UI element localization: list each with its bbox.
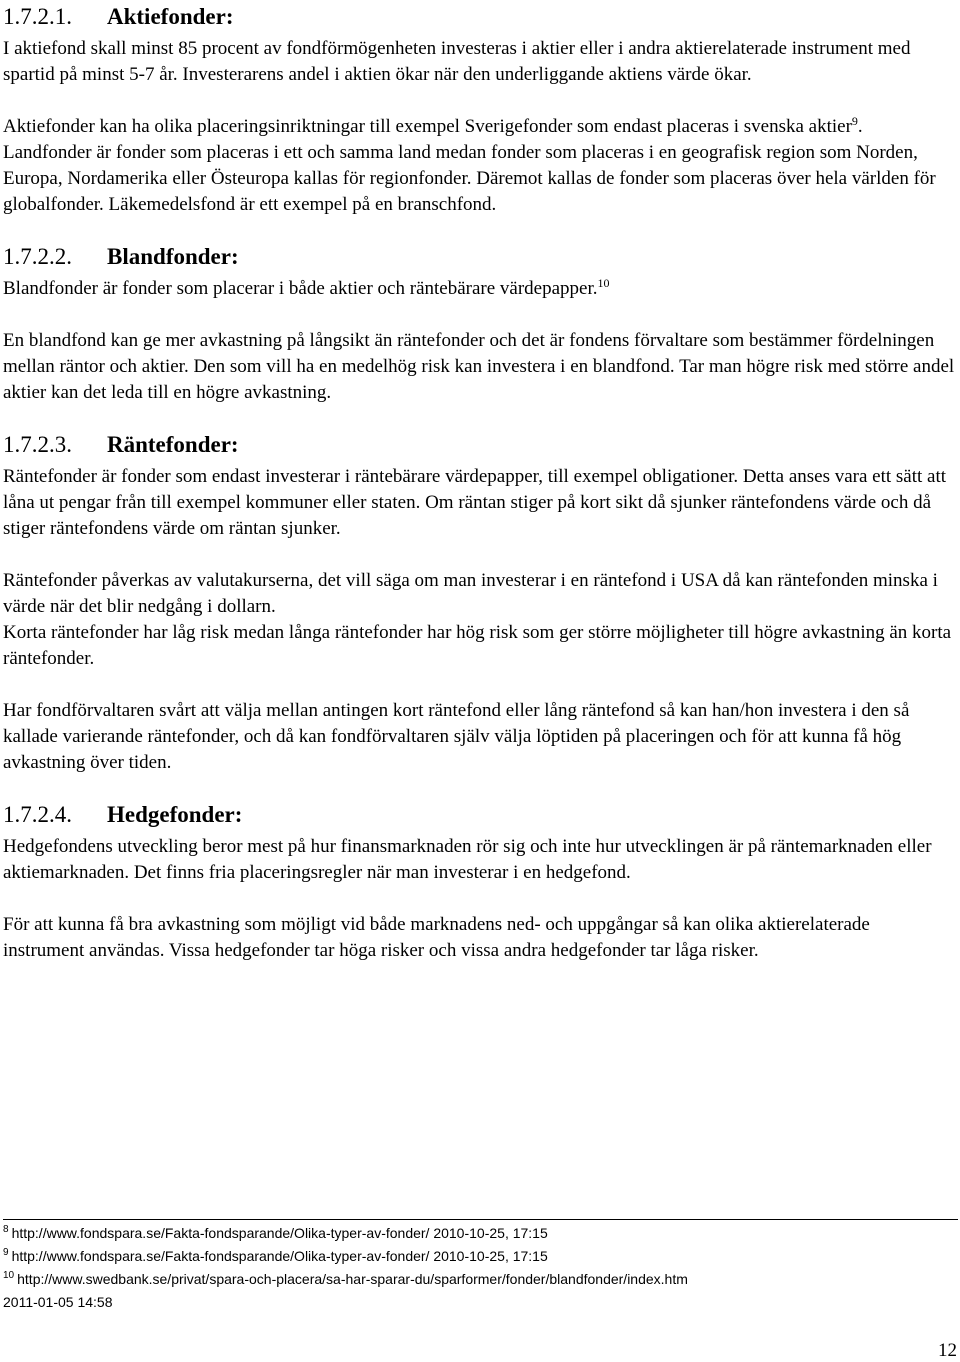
paragraph: Korta räntefonder har låg risk medan långa räntefonder har hög risk som ger större möjligheter till högre avkastning än korta räntefonder. [3, 622, 952, 669]
footnote-item: $^9$ http://www.fondspara.se/Fakta-fondsparande/Olika-typer-av-fonder/ 2010-10-25, 17:15 [3, 1247, 548, 1264]
footnote-ref[interactable]: 9 [851, 114, 858, 128]
section-number: 1.7.2.2. [3, 244, 72, 269]
main-text [3, 4, 955, 964]
paragraph: Räntefonder påverkas av valutakurserna, det vill säga om man investerar i en räntefond i USA då kan räntefonden minska i värde när det blir nedgång i dollarn. [3, 570, 938, 617]
paragraph: En blandfond kan ge mer avkastning på långsikt än räntefonder och det är fondens förvaltare som bestämmer fördelningen mellan räntor och aktier. Den som vill ha en medelhög risk kan investera i en blandfond. Tar man högre risk med större andel aktier kan det leda till en högre avkastning. [3, 330, 955, 403]
section-heading-hedgefonder [3, 802, 955, 834]
section-number: 1.7.2.4. [3, 802, 72, 827]
paragraph: Hedgefondens utveckling beror mest på hur finansmarknaden rör sig och inte hur utvecklingen är på räntemarknaden eller aktiemarknaden. Det finns fria placeringsregler när man investerar i en hedgefond. [3, 836, 932, 883]
page-number: 12 [938, 1340, 957, 1361]
footnote-link[interactable]: http://www.fondspara.se/Fakta-fondsparande/Olika-typer-av-fonder/ 2010-10-25, 17:15 [11, 1225, 548, 1241]
footnote-ref[interactable]: 10 [597, 276, 610, 290]
section-title: Aktiefonder: [107, 4, 234, 29]
footnotes [3, 1222, 958, 1314]
section-title: Räntefonder: [107, 432, 239, 457]
paragraph: Blandfonder är fonder som placerar i både aktier och räntebärare värdepapper.$^{10}$ [3, 276, 610, 299]
section-number: 1.7.2.1. [3, 4, 72, 29]
section-heading-rantefonder [3, 432, 955, 464]
section-heading-blandfonder [3, 244, 955, 276]
footnote-link[interactable]: http://www.fondspara.se/Fakta-fondsparande/Olika-typer-av-fonder/ 2010-10-25, 17:15 [11, 1248, 548, 1264]
section-number: 1.7.2.3. [3, 432, 72, 457]
paragraph: Räntefonder är fonder som endast investerar i räntebärare värdepapper, till exempel obligationer. Detta anses vara ett sätt att låna ut pengar från till exempel kommuner eller staten. Om räntan stiger på kort sikt då sjunker räntefondens värde och då stiger räntefondens värde om räntan sjunker. [3, 466, 947, 539]
paragraph: För att kunna få bra avkastning som möjligt vid både marknadens ned- och uppgångar så kan olika aktierelaterade instrument användas. Vissa hedgefonder tar höga risker och vissa andra hedgefonder tar låga risker. [3, 914, 870, 961]
footnote-separator [3, 1219, 958, 1220]
paragraph: Aktiefonder kan ha olika placeringsinriktningar till exempel Sverigefonder som endast placeras i svenska aktier$^9$. Landfonder är fonder som placeras i ett och samma land medan fonder som placeras i en geografisk region som Norden, Europa, Nordamerika eller Östeuropa kallas för regionfonder. Däremot kallas de fonder som placeras över hela världen för globalfonder. Läkemedelsfond är ett exempel på en branschfond. [3, 114, 936, 215]
paragraph: Har fondförvaltaren svårt att välja mellan antingen kort räntefond eller lång räntefond så kan han/hon investera i den så kallade varierande räntefonder, och då kan fondförvaltaren själv välja löptiden på placeringen och för att kunna få hög avkastning över tiden. [3, 700, 910, 773]
footnote-item: $^8$ http://www.fondspara.se/Fakta-fondsparande/Olika-typer-av-fonder/ 2010-10-25, 17:15 [3, 1224, 548, 1241]
section-title: Hedgefonder: [107, 802, 243, 827]
footnote-date: 2011-01-05 14:58 [3, 1294, 113, 1310]
footnote-item: $^{10}$ http://www.swedbank.se/privat/spara-och-placera/sa-har-sparar-du/sparformer/fonder/blandfonder/index.htm [3, 1270, 688, 1287]
section-title: Blandfonder: [107, 244, 239, 269]
footnote-link[interactable]: http://www.swedbank.se/privat/spara-och-placera/sa-har-sparar-du/sparformer/fonder/blandfonder/index.htm [17, 1271, 688, 1287]
paragraph: I aktiefond skall minst 85 procent av fondförmögenheten investeras i aktier eller i andra aktierelaterade instrument med spartid på minst 5-7 år. Investerarens andel i aktien ökar när den underliggande aktiens värde ökar. [3, 38, 911, 85]
section-heading-aktiefonder [3, 4, 955, 36]
